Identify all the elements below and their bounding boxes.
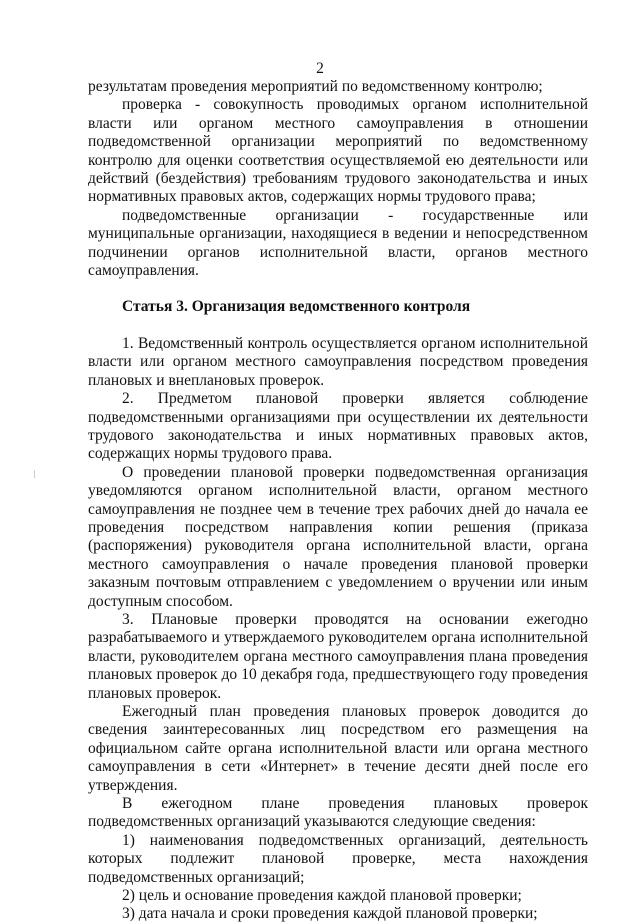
paragraph-notification: О проведении плановой проверки подведомственная организация уведомляются органом исполнительной власти, органом местного самоуправления не позднее чем в течение трех рабочих дней до начала ее проведения посредством направления копии решения (приказа (распоряжения) руководителя органа исполнительной власти, органа местного самоуправления о начале проведения плановой проверки заказным почтовым отправлением с уведомлением о вручении или иным доступным способом. [88, 463, 588, 610]
paragraph-item-1: 1. Ведомственный контроль осуществляется органом исполнительной власти или органом местного самоуправления посредством проведения плановых и внеплановых проверок. [88, 334, 588, 389]
paragraph-item-2: 2. Предметом плановой проверки является соблюдение подведомственными организациями при осуществлении их деятельности трудового законодательства и иных нормативных правовых актов, содержащих нормы трудового права. [88, 390, 588, 463]
page-number: 2 [316, 60, 324, 77]
paragraph-continuation: результатам проведения мероприятий по ведомственному контролю; [88, 78, 543, 95]
paragraph-definition-inspection: проверка - совокупность проводимых органом исполнительной власти или органом местного самоуправления в отношении подведомственной организации мероприятий по ведомственному контролю для оценки соответствия осуществляемой ею деятельности или действий (бездействия) требованиям трудового законодательства и иных нормативных правовых актов, содержащих нормы трудового права; [88, 96, 588, 206]
document-body [88, 78, 588, 924]
list-item-1: 1) наименования подведомственных организаций, деятельность которых подлежит плановой проверке, места нахождения подведомственных организаций; [88, 831, 588, 886]
paragraph-plan-contents: В ежегодном плане проведения плановых проверок подведомственных организаций указываются следующие сведения: [88, 795, 588, 831]
paragraph-item-3: 3. Плановые проверки проводятся на основании ежегодно разрабатываемого и утверждаемого руководителем органа исполнительной власти, руководителем органа местного самоуправления плана проведения плановых проверок до 10 декабря года, предшествующего году проведения плановых проверок. [88, 610, 588, 702]
paragraph-plan-publication: Ежегодный план проведения плановых проверок доводится до сведения заинтересованных лиц посредством его размещения на официальном сайте органа исполнительной власти или органа местного самоуправления в сети «Интернет» в течение десяти дней после его утверждения. [88, 703, 588, 794]
scan-artifact [34, 470, 35, 478]
list-item-2: 2) цель и основание проведения каждой плановой проверки; [122, 887, 522, 905]
paragraph-definition-subordinate: подведомственные организации - государственные или муниципальные организации, находящиеся в ведении и непосредственном подчинении органов исполнительной власти, органов местного самоуправления. [88, 206, 588, 280]
article-heading: Статья 3. Организация ведомственного контроля [122, 298, 471, 316]
list-item-3: 3) дата начала и сроки проведения каждой плановой проверки; [122, 905, 538, 923]
